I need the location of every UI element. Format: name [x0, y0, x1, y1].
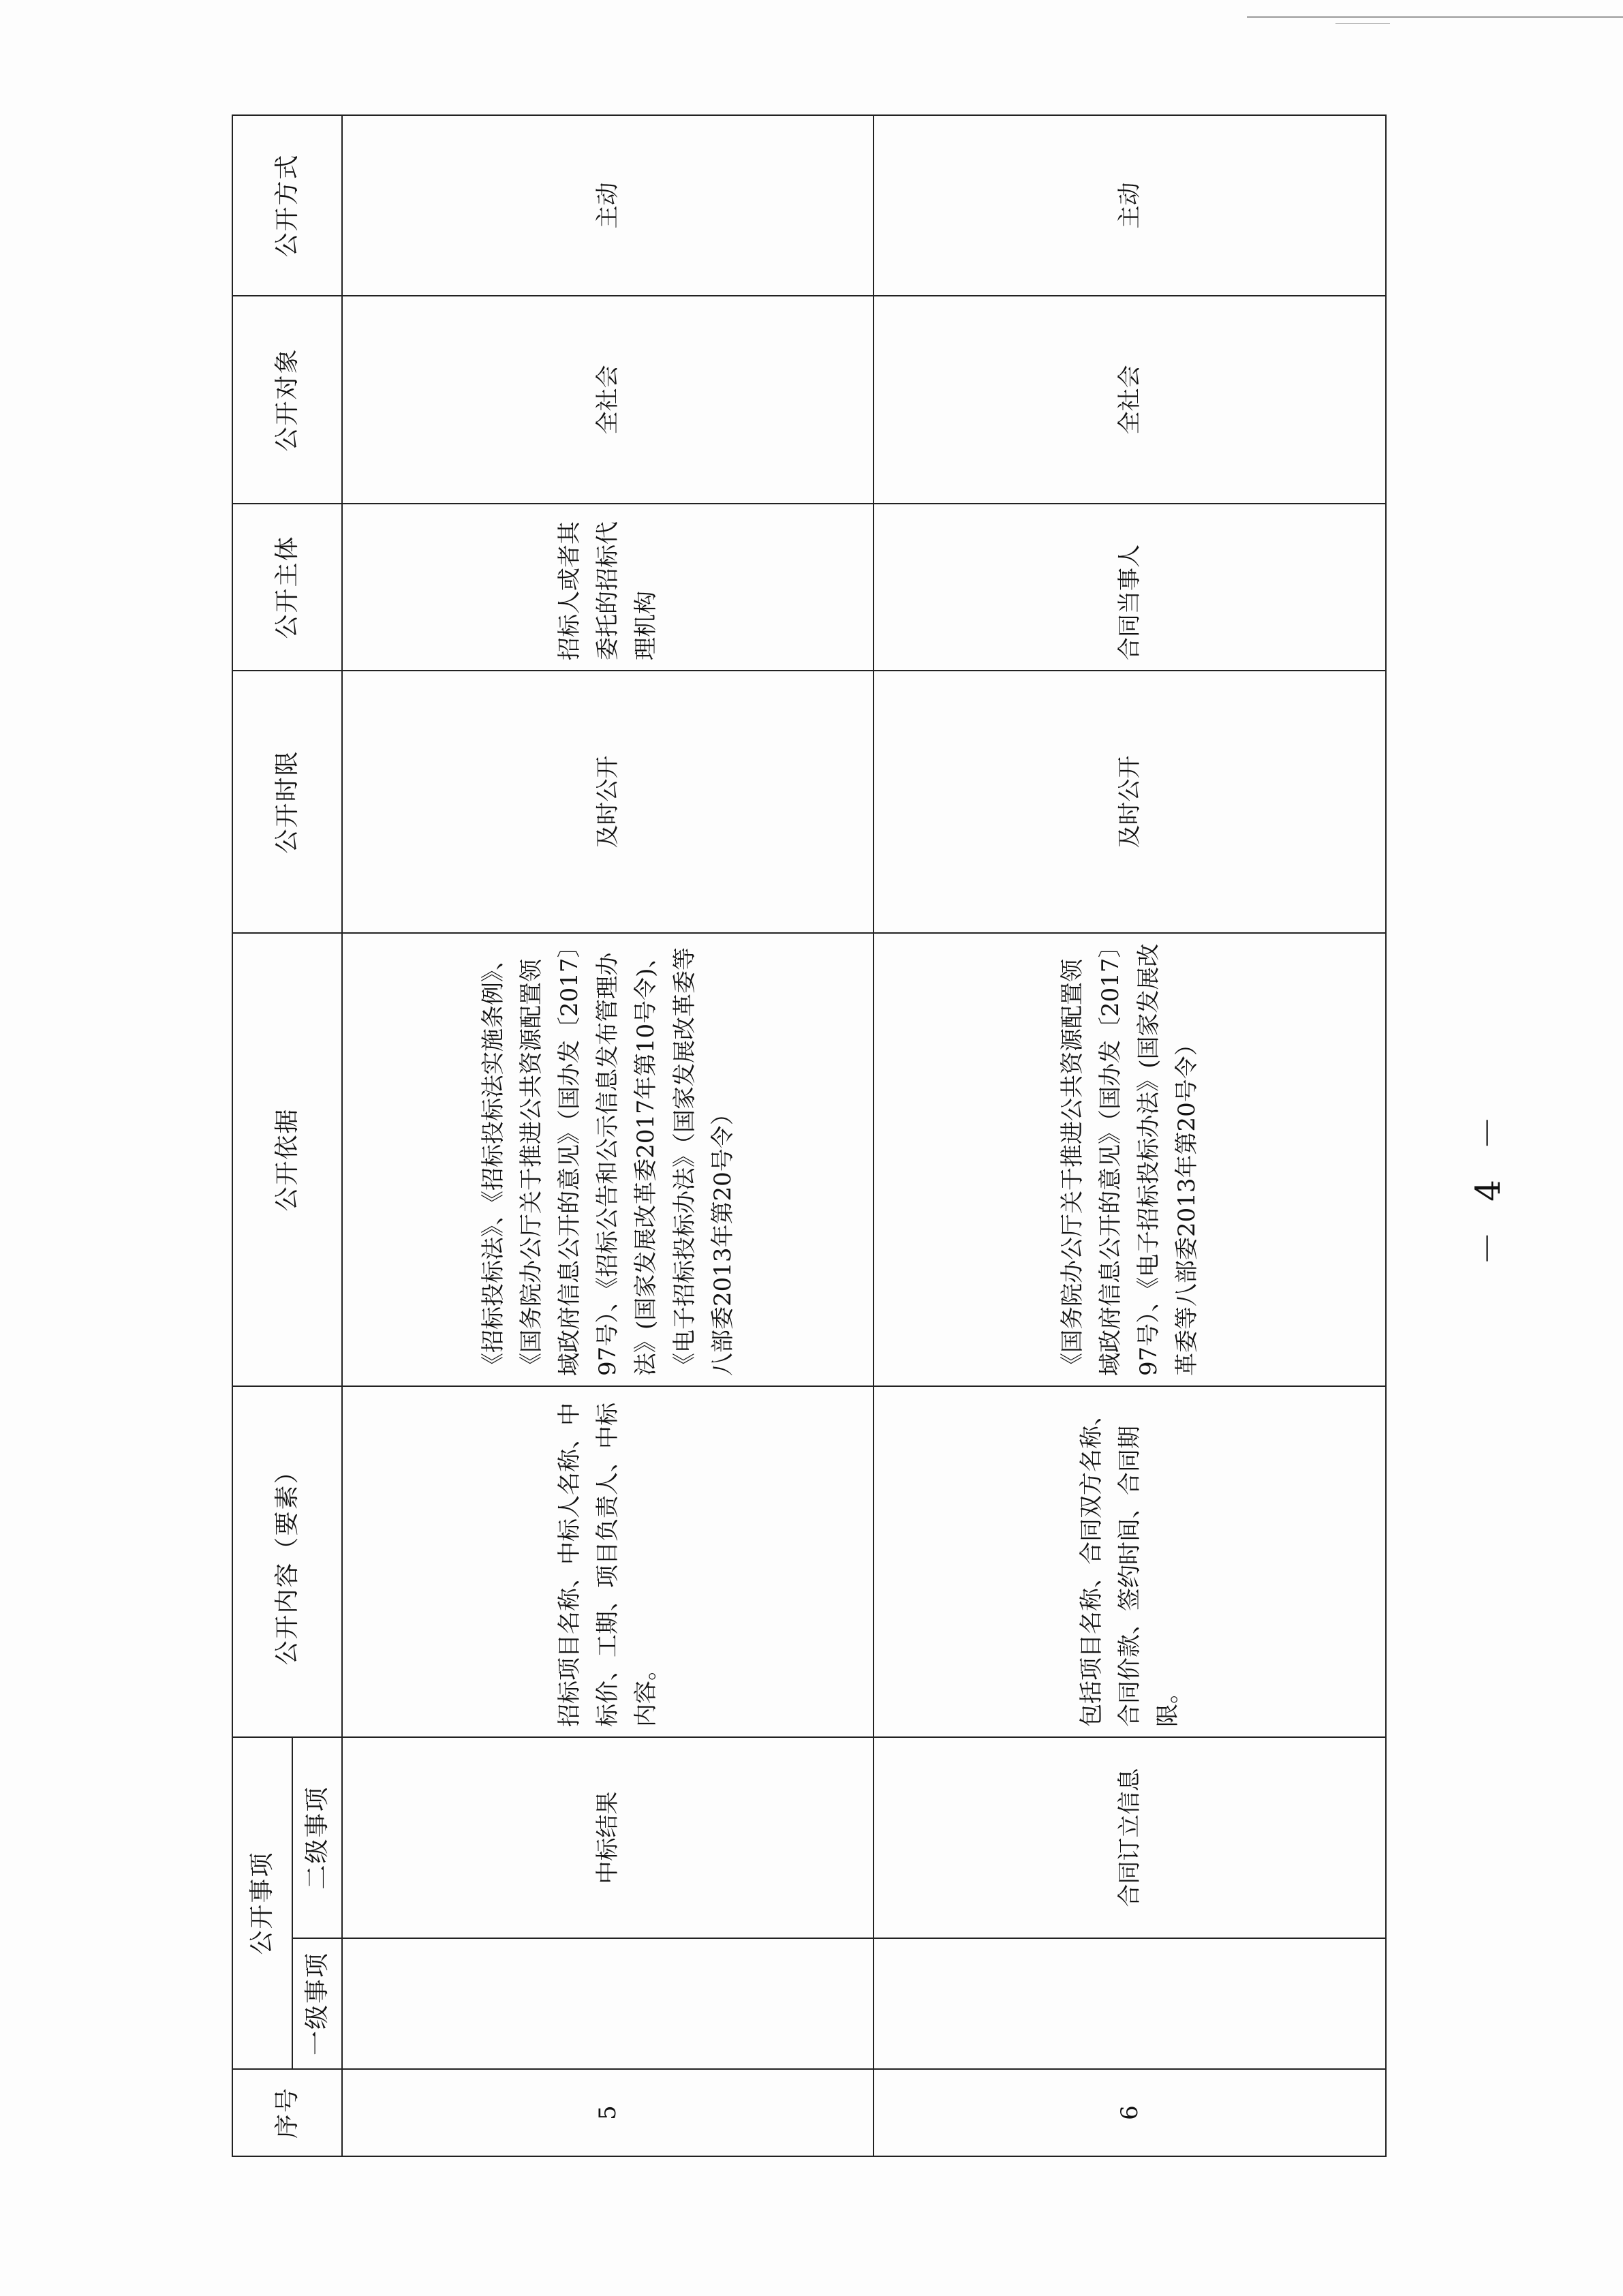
row-method: 主动 — [342, 115, 874, 296]
row-subject: 合同当事人 — [874, 504, 1386, 671]
scan-artifact-line — [1335, 23, 1390, 24]
row-basis: 《招标投标法》、《招标投标法实施条例》、《国务院办公厅关于推进公共资源配置领域政府信息公开的意见》（国办发〔2017〕97号）、《招标公告和公示信息发布管理办法》(国家发展改革委2017年第10号令)、《电子招标投标办法》（国家发展改革委等八部委2013年第20号令） — [342, 933, 874, 1386]
row-level1 — [342, 1938, 874, 2069]
row-time-limit: 及时公开 — [342, 671, 874, 933]
header-item-group: 公开事项 — [232, 1737, 292, 2069]
header-content: 公开内容（要素） — [232, 1386, 342, 1737]
scan-artifact-line — [1247, 16, 1623, 18]
disclosure-table — [232, 114, 1387, 2157]
row-time-limit: 及时公开 — [874, 671, 1386, 933]
page-number — [1458, 1106, 1513, 1266]
page-number-text: － 4 － — [1468, 1106, 1509, 1266]
row-content: 招标项目名称、中标人名称、中标价、工期、项目负责人、中标内容。 — [342, 1386, 874, 1737]
header-audience: 公开对象 — [232, 296, 342, 504]
row-basis: 《国务院办公厅关于推进公共资源配置领域政府信息公开的意见》（国办发〔2017〕97号）、《电子招标投标办法》(国家发展改革委等八部委2013年第20号令） — [874, 933, 1386, 1386]
row-subject: 招标人或者其委托的招标代理机构 — [342, 504, 874, 671]
row-level2: 合同订立信息 — [874, 1737, 1386, 1938]
row-method: 主动 — [874, 115, 1386, 296]
row-audience: 全社会 — [342, 296, 874, 504]
header-row — [232, 115, 292, 2156]
row-content: 包括项目名称、合同双方名称、合同价款、签约时间、合同期限。 — [874, 1386, 1386, 1737]
header-level1: 一级事项 — [292, 1938, 342, 2069]
header-time-limit: 公开时限 — [232, 671, 342, 933]
table-row — [874, 115, 1386, 2156]
header-basis: 公开依据 — [232, 933, 342, 1386]
row-seq: 5 — [342, 2069, 874, 2156]
header-method: 公开方式 — [232, 115, 342, 296]
row-level1 — [874, 1938, 1386, 2069]
row-level2: 中标结果 — [342, 1737, 874, 1938]
header-subject: 公开主体 — [232, 504, 342, 671]
table-row — [342, 115, 874, 2156]
header-level2: 二级事项 — [292, 1737, 342, 1938]
disclosure-table-rotated — [232, 153, 1383, 2157]
header-seq: 序号 — [232, 2069, 342, 2156]
row-audience: 全社会 — [874, 296, 1386, 504]
row-seq: 6 — [874, 2069, 1386, 2156]
